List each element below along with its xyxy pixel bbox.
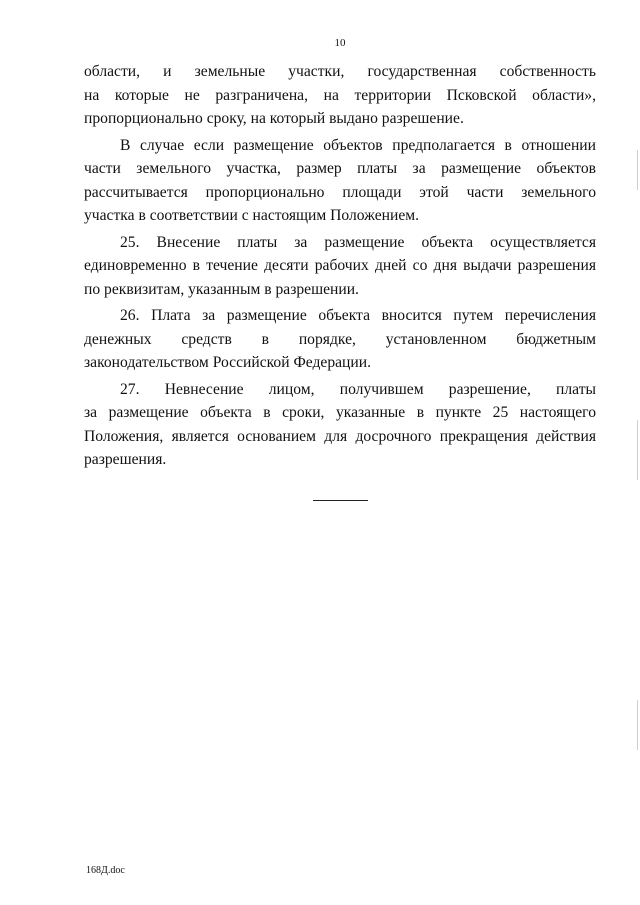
text-line: пропорционально сроку, на который выдано разрешение. [84, 110, 464, 127]
page-number: 10 [334, 37, 346, 49]
text-line: законодательством Российской Федерации. [84, 354, 371, 371]
text-line: за размещение объекта в сроки, указанные в пункте 25 настоящего [84, 404, 596, 421]
paragraph-item-27 [84, 378, 596, 472]
paragraph-partial-area [84, 134, 596, 228]
text-line: 26. Плата за размещение объекта вносится путем перечисления [120, 307, 596, 324]
text-line: В случае если размещение объектов предполагается в отношении [120, 136, 596, 154]
footer-filename: 168Д.doc [86, 865, 125, 876]
text-line: 27. Невнесение лицом, получившем разрешение, платы [120, 380, 596, 398]
text-line: на которые не разграничена, на территории Псковской области», [84, 86, 596, 104]
text-line: по реквизитам, указанным в разрешении. [84, 280, 359, 298]
text-line: денежных средств в порядке, установленном бюджетным [84, 330, 596, 348]
text-line: разрешения. [84, 451, 167, 468]
scan-edge-mark [637, 420, 638, 480]
text-line: 25. Внесение платы за размещение объекта осуществляется [120, 233, 596, 251]
text-line: части земельного участка, размер платы за размещение объектов [84, 160, 596, 177]
paragraph-continuation [84, 60, 596, 131]
text-line: Положения, является основанием для досрочного прекращения действия [84, 427, 596, 445]
text-line: рассчитывается пропорционально площади этой части земельного [84, 183, 596, 201]
scan-edge-mark [637, 700, 638, 750]
paragraph-item-26 [84, 304, 596, 375]
text-line: единовременно в течение десяти рабочих дней со дня выдачи разрешения [84, 257, 596, 274]
text-line: участка в соответствии с настоящим Положением. [84, 207, 420, 224]
scan-edge-mark [637, 150, 638, 190]
text-line: области, и земельные участки, государственная собственность [84, 63, 596, 80]
paragraph-item-25 [84, 231, 596, 302]
document-body [84, 60, 596, 472]
end-of-document-rule [313, 500, 368, 501]
